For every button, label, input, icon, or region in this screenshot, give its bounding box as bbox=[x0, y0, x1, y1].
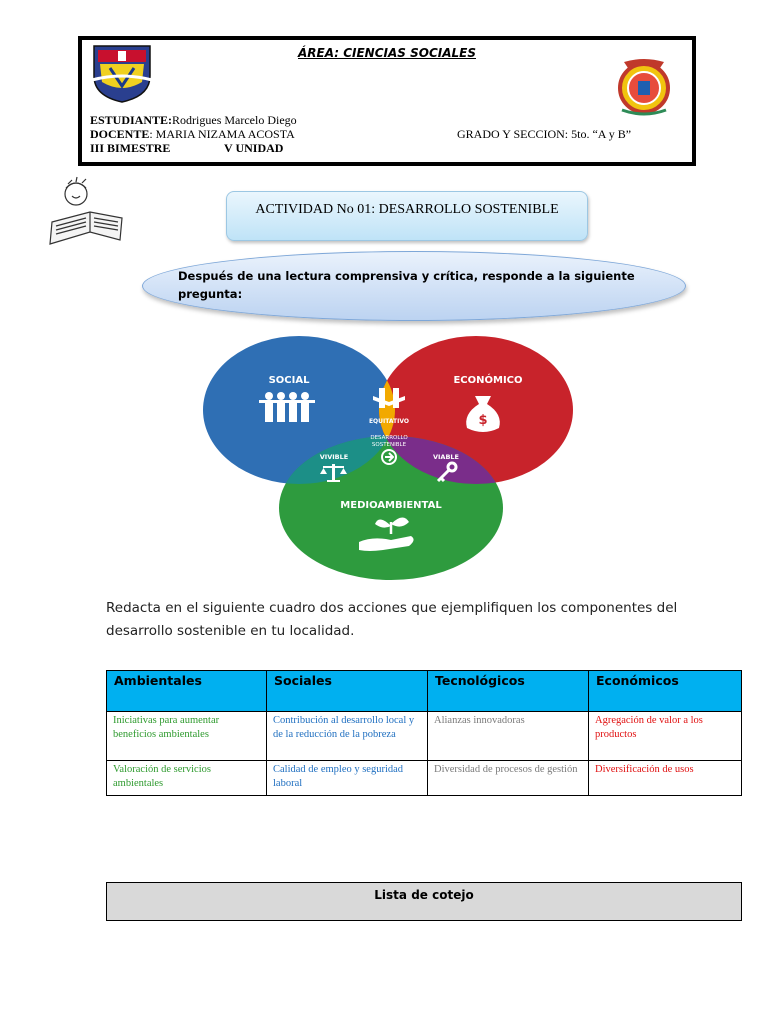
table-cell: Diversificación de usos bbox=[589, 761, 742, 796]
venn-label-social: SOCIAL bbox=[268, 375, 310, 386]
table-cell: Calidad de empleo y seguridad laboral bbox=[267, 761, 428, 796]
institution-seal-logo bbox=[614, 56, 674, 118]
column-header: Ambientales bbox=[107, 671, 267, 712]
prompt-text: Redacta en el siguiente cuadro dos acciones que ejemplifiquen los componentes del desarrollo sostenible en tu localidad. bbox=[106, 600, 678, 639]
grade-value: : 5to. “A y B” bbox=[564, 127, 632, 141]
venn-label-center-1: DESARROLLO bbox=[370, 435, 408, 441]
bimester: III BIMESTRE bbox=[90, 141, 171, 155]
venn-label-equitable: EQUITATIVO bbox=[368, 418, 410, 425]
checklist-header: Lista de cotejo bbox=[106, 882, 742, 921]
grade-label: GRADO Y SECCION bbox=[457, 127, 565, 141]
table-row bbox=[107, 712, 742, 761]
activity-title: ACTIVIDAD No 01: DESARROLLO SOSTENIBLE bbox=[226, 191, 588, 241]
table-cell: Iniciativas para aumentar beneficios ambientales bbox=[107, 712, 267, 761]
table-cell: Valoración de servicios ambientales bbox=[107, 761, 267, 796]
table-cell: Alianzas innovadoras bbox=[428, 712, 589, 761]
teacher-name: : MARIA NIZAMA ACOSTA bbox=[149, 127, 295, 141]
column-header: Sociales bbox=[267, 671, 428, 712]
column-header: Tecnológicos bbox=[428, 671, 589, 712]
venn-label-viable: VIABLE bbox=[432, 453, 460, 461]
table-cell: Agregación de valor a los productos bbox=[589, 712, 742, 761]
teacher-label: DOCENTE bbox=[90, 127, 150, 141]
venn-label-livable: VIVIBLE bbox=[319, 453, 349, 461]
venn-label-environmental: MEDIOAMBIENTAL bbox=[340, 500, 442, 511]
svg-text:$: $ bbox=[478, 413, 488, 428]
table-header-row bbox=[107, 671, 742, 712]
reading-student-illustration bbox=[46, 174, 126, 250]
header-box bbox=[78, 36, 696, 166]
venn-label-center-2: SOSTENIBLE bbox=[371, 442, 407, 448]
student-label: ESTUDIANTE: bbox=[90, 113, 173, 127]
components-table bbox=[106, 670, 742, 796]
sustainable-development-venn-diagram bbox=[203, 336, 573, 580]
unit: V UNIDAD bbox=[224, 141, 284, 155]
instruction-text: Después de una lectura comprensiva y crítica, responde a la siguiente pregunta: bbox=[178, 269, 635, 301]
area-title: ÁREA: CIENCIAS SOCIALES bbox=[298, 46, 476, 60]
table-cell: Diversidad de procesos de gestión bbox=[428, 761, 589, 796]
table-row bbox=[107, 761, 742, 796]
school-crest-logo bbox=[88, 42, 156, 104]
venn-label-economic: ECONÓMICO bbox=[453, 375, 523, 386]
column-header: Económicos bbox=[589, 671, 742, 712]
student-name: Rodrigues Marcelo Diego bbox=[172, 113, 297, 127]
table-cell: Contribución al desarrollo local y de la reducción de la pobreza bbox=[267, 712, 428, 761]
